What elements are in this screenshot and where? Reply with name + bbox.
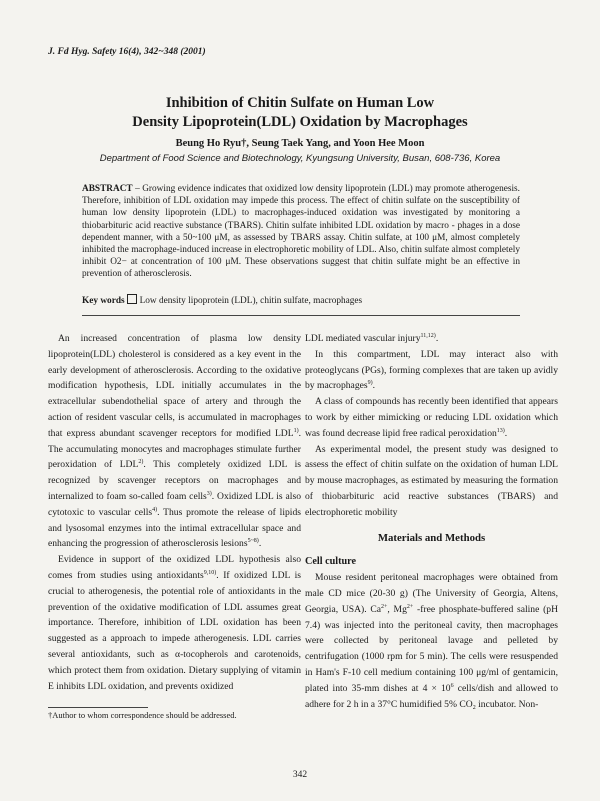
author-list: Beung Ho Ryu†, Seung Taek Yang, and Yoon Hee Moon — [175, 138, 425, 149]
intro-paragraph-2: Evidence in support of the oxidized LDL hypothesis also comes from studies using antioxidants$^{9,10)}$. If oxidized LDL is crucial to atherogenesis, the potential role of antioxidants in the prevention of the oxidative modification of LDL assumes great importance. Therefore, inhibition of LDL oxidation has been suggested as a approach to impede atherogenesis. LDL carries several antioxidants, such as α-tocopherols and carotenoids, which protect them from oxidation. Dietary supplying of vitamin E inhibits LDL oxidation, and prevents oxidized — [48, 554, 302, 692]
title-line-2: Density Lipoprotein(LDL) Oxidation by Macrophages — [132, 114, 468, 130]
intro-paragraph-3: In this compartment, LDL may interact also with proteoglycans (PGs), forming complexes that are taken up avidly by macrophages$^{9)}$. — [305, 348, 558, 392]
intro-paragraph-4: A class of compounds has recently been identified that appears to work by either mimicking or reducing LDL oxidation which was found decrease lipid free radical peroxidation$^{13)}$. — [305, 396, 558, 439]
abstract-label: ABSTRACT — [82, 184, 133, 194]
abstract — [82, 183, 520, 281]
footnote: †Author to whom correspondence should be addressed. — [48, 710, 237, 720]
intro-paragraph-5: As experimental model, the present study was designed to assess the effect of chitin sulfate on the oxidation of human LDL by mouse macrophages, as estimated by measuring the formation of thiobarbituric acid reactive substances (TBARS) and electrophoretic mobility — [305, 443, 558, 518]
title-line-1: Inhibition of Chitin Sulfate on Human Low — [165, 95, 435, 111]
right-column — [305, 331, 558, 712]
keywords — [82, 294, 520, 306]
subsection-heading-cell-culture: Cell culture — [305, 556, 357, 568]
abstract-divider — [82, 315, 520, 316]
section-heading-methods: Materials and Methods — [377, 531, 486, 544]
abstract-text: – Growing evidence indicates that oxidized low density lipoprotein (LDL) may promote atherogenesis. Therefore, inhibition of LDL oxidation may impede this process. The effect of chitin sulfate on the susceptibility of human low density lipoprotein (LDL) to macrophages-induced oxidation was investigated by monitoring a thiobarbituric acid reactive substance (TBARS). Chitin sulfate inhibited LDL oxidation by macro - phages in a dose dependent manner, with a 50~100 μM, as assessed by TBARS assay. Chitin sulfate, at 100 μM, almost completely inhibited the macrophage-induced increase in electrophoretic mobility of LDL. Also, chitin sulfate almost completely inhibit O2− at concentration of 100 μM. These observations suggest that chitin sulfate might be an effective in prevention of atherosclerosis. — [82, 184, 520, 280]
keywords-text: Low density lipoprotein (LDL), chitin sulfate, macrophages — [139, 296, 363, 306]
keywords-box-icon — [127, 294, 137, 304]
footnote-divider — [48, 707, 148, 708]
affiliation: Department of Food Science and Biotechnology, Kyungsung University, Busan, 608-736, Korea — [99, 153, 501, 164]
methods-paragraph-1: Mouse resident peritoneal macrophages were obtained from male CD mice (20-30 g) (The University of Georgia, Altens, Georgia, USA). $Ca^{2+}$, $Mg^{2+}$ -free phosphate-buffered saline (pH 7.4) was injected into the peritoneal cavity, then macrophages were collected by peritoneal lavage and pelleted by centrifugation (1000 rpm for 5 min). The cells were resuspended in Ham's F-10 cell medium containing 100 μg/ml of gentamicin, plated into 35-mm dishes at $4 \times 10^6$ cells/dish and allowed to adhere for 2 h in a 37°C humidified 5% $CO_2$ incubator. Non- — [305, 572, 559, 711]
page-number: 342 — [292, 770, 308, 780]
keywords-label: Key words — [82, 296, 125, 306]
journal-reference: J. Fd Hyg. Safety 16(4), 342~348 (2001) — [48, 47, 206, 57]
left-column — [48, 331, 301, 694]
intro-paragraph-continued: LDL mediated vascular injury$^{11,12)}$. — [305, 333, 439, 344]
intro-paragraph-1: An increased concentration of plasma low density lipoprotein(LDL) cholesterol is considered as a key event in the early development of atherosclerosis. According to the oxidative modification hypothesis, LDL initially accumulates in the extracellular subendothelial space of artery and through the action of resident vascular cells, is accumulated in macrophages that express abundant scavenger receptors for modified LDL$^{1)}$. The accumulating monocytes and macrophages stimulate further peroxidation of LDL$^{2)}$. This completely oxidized LDL is recognized by scavenger receptors on macrophages and internalized to foam so-called foam cells$^{3)}$. Oxidized LDL is also cytotoxic to vascular cells$^{4)}$. Thus promote the release of lipids and lysosomal enzymes into the intimal extracellular space and enhancing the progression of atherosclerosis lesions$^{5\sim 8)}$. — [48, 333, 301, 550]
paper-title — [0, 94, 600, 132]
